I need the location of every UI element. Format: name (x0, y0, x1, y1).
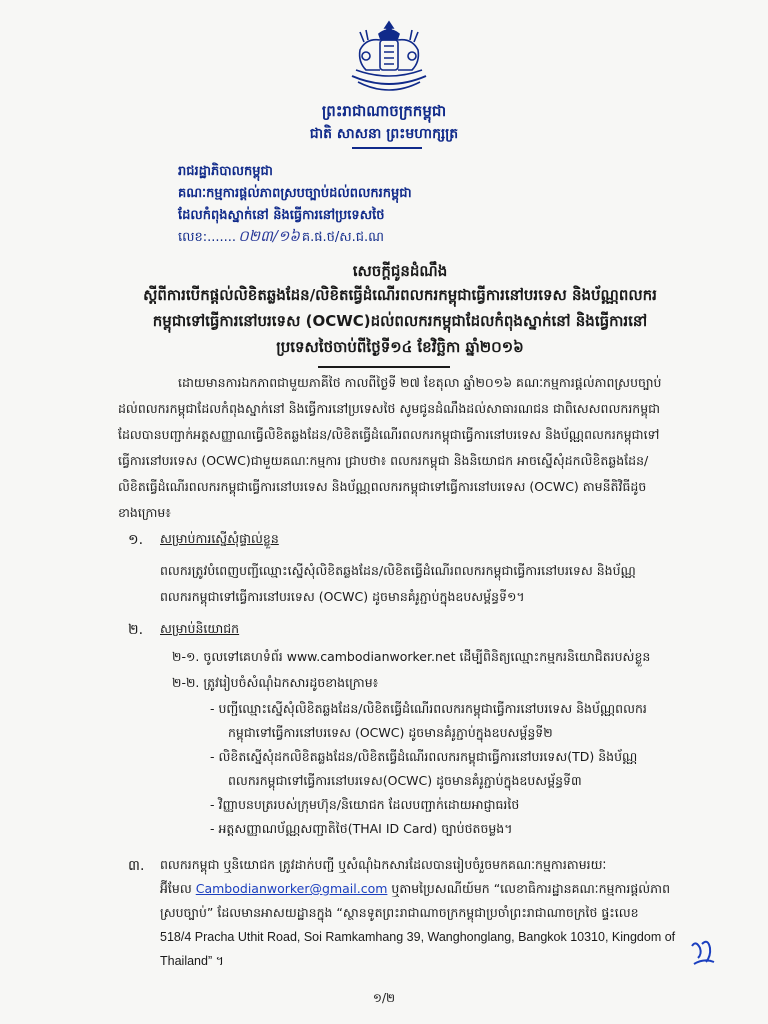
section-1-line1: ពលករត្រូវបំពេញបញ្ជីឈ្មោះស្នើសុំលិខិតឆ្លងដែន/លិខិតធ្វើដំណើរពលករកម្ពុជាធ្វើការនៅបរទេស និងប័ណ្ណ (160, 563, 636, 578)
committee-name-line2: ដែលកំពុងស្នាក់នៅ និងធ្វើការនៅប្រទេសថៃ (178, 208, 385, 223)
section-2-1 (172, 644, 650, 670)
section-1-heading: សម្រាប់ការស្នើសុំផ្ទាល់ខ្លួន (160, 531, 279, 546)
section-3-line1: ពលករកម្ពុជា ឬនិយោជក ត្រូវដាក់បញ្ជី ឬសំណុំឯកសារដែលបានរៀបចំរួចមកគណៈកម្មការតាមរយៈ (160, 857, 607, 872)
section-3-line3: ស្របច្បាប់” ដែលមានអាសយដ្ឋានក្នុង “ស្ថានទូតព្រះរាជាណាចក្រកម្ពុជាប្រចាំព្រះរាជាណាចក្រថៃ ផ្ទះលេខ (160, 905, 639, 920)
intro-line6: ខាងក្រោម៖ (118, 505, 171, 520)
intro-line4: ធ្វើការនៅបរទេស (OCWC)ជាមួយគណៈកម្មការ ជ្រាបថា៖ ពលករកម្ពុជា និងនិយោជក អាចស្នើសុំដកលិខិតឆ្លងដែន/ (118, 453, 649, 468)
kingdom-motto: ជាតិ សាសនា ព្រះមហាក្សត្រ (309, 126, 459, 142)
reference-suffix: គ.ផ.ថ/ស.ជ.ណ (301, 230, 385, 245)
section-2-number: ២. (128, 622, 144, 638)
notice-subject-line1: ស្តីពីការបើកផ្តល់លិខិតឆ្លងដែន/លិខិតធ្វើដំណើរពលករកម្ពុជាធ្វើការនៅបរទេស និងប័ណ្ណពលករ (143, 286, 657, 304)
intro-line5: លិខិតធ្វើដំណើរពលករកម្ពុជាធ្វើការនៅបរទេស និងប័ណ្ណពលករកម្ពុជាទៅធ្វើការនៅបរទេស (OCWC) តាមនីតិវិធីដូច (118, 479, 647, 494)
page-number: ១/២ (372, 991, 396, 1005)
intro-line1: ដោយមានការឯកភាពជាមួយភាគីថៃ កាលពីថ្ងៃទី ២៧ ខែតុលា ឆ្នាំ២០១៦ គណៈកម្មការផ្តល់ភាពស្របច្បាប់ (178, 375, 662, 390)
initials-signature-icon (686, 936, 720, 970)
intro-line3: ដែលបានបញ្ជាក់អត្តសញ្ញាណធ្វើលិខិតឆ្លងដែន/លិខិតធ្វើដំណើរពលករកម្ពុជាធ្វើការនៅបរទេស និងប័ណ្ណពលករកម្ពុជាទៅ (118, 427, 660, 442)
notice-title: សេចក្តីជូនដំណឹង (352, 262, 448, 280)
section-3-email-prefix: អ៊ីមែល (160, 881, 192, 896)
section-1-number: ១. (128, 532, 144, 548)
bullet-2-line2: ពលករកម្ពុជាទៅធ្វើការនៅបរទេស(OCWC) ដូចមានគំរូភ្ជាប់ក្នុងឧបសម្ព័ន្ធទី៣ (228, 773, 582, 788)
reference-prefix: លេខ:....... (178, 230, 237, 245)
government-name: រាជរដ្ឋាភិបាលកម្ពុជា (178, 164, 273, 179)
reference-number (178, 227, 384, 249)
title-divider (318, 366, 450, 368)
section-3-address: 518/4 Pracha Uthit Road, Soi Ramkamhang 39, Wanghonglang, Bangkok 10310, Kingdom of (160, 930, 676, 944)
section-2-2: ២-២. ត្រូវរៀបចំសំណុំឯកសារដូចខាងក្រោម៖ (172, 675, 379, 690)
section-2-1-prefix: ២-១. ចូលទៅគេហទំព័រ (172, 649, 283, 664)
motto-divider (352, 147, 422, 149)
royal-emblem-icon (346, 18, 432, 100)
reference-handwritten: ០២៣/១៦ (238, 227, 300, 245)
section-2-heading: សម្រាប់និយោជក (160, 621, 240, 636)
bullet-3: - វិញ្ញាបនបត្ររបស់ក្រុមហ៊ុន/និយោជក ដែលបញ្ជាក់ដោយអាជ្ញាធរថៃ (210, 797, 520, 812)
committee-name: គណៈកម្មការផ្តល់ភាពស្របច្បាប់ដល់ពលករកម្ពុជា (178, 186, 412, 201)
website-link[interactable]: www.cambodianworker.net (286, 649, 456, 664)
bullet-2-line1: - លិខិតស្នើសុំដកលិខិតឆ្លងដែន/លិខិតធ្វើដំណើរពលករកម្ពុជាធ្វើការនៅបរទេស(TD) និងប័ណ្ណ (210, 749, 638, 764)
section-2-1-suffix: ដើម្បីពិនិត្យឈ្មោះកម្មករនិយោជិតរបស់ខ្លួន (459, 649, 651, 664)
section-1-line2: ពលករកម្ពុជាទៅធ្វើការនៅបរទេស (OCWC) ដូចមានគំរូភ្ជាប់ក្នុងឧបសម្ព័ន្ធទី១។ (160, 589, 525, 604)
email-link[interactable]: Cambodianworker@gmail.com (195, 881, 388, 896)
intro-line2: ដល់ពលករកម្ពុជាដែលកំពុងស្នាក់នៅ និងធ្វើការនៅប្រទេសថៃ សូមជូនដំណឹងដល់សាធារណជន ជាពិសេសពលករកម្ពុជា (118, 401, 661, 416)
bullet-4: - អត្តសញ្ញាណប័ណ្ណសញ្ជាតិថៃ(THAI ID Card) ច្បាប់ថតចម្លង។ (210, 821, 513, 836)
notice-subject-line2: កម្ពុជាទៅធ្វើការនៅបរទេស (OCWC)ដល់ពលករកម្ពុជាដែលកំពុងស្នាក់នៅ និងធ្វើការនៅ (152, 312, 648, 330)
section-3-number: ៣. (128, 858, 145, 874)
section-3-country: Thailand” ។ (160, 954, 224, 968)
bullet-1-line2: កម្ពុជាទៅធ្វើការនៅបរទេស (OCWC) ដូចមានគំរូភ្ជាប់ក្នុងឧបសម្ព័ន្ធទី២ (228, 725, 553, 740)
notice-subject-line3: ប្រទេសថៃចាប់ពីថ្ងៃទី១៤ ខែវិច្ឆិកា ឆ្នាំ២០១៦ (276, 338, 524, 356)
bullet-1-line1: - បញ្ជីឈ្មោះស្នើសុំលិខិតឆ្លងដែន/លិខិតធ្វើដំណើរពលករកម្ពុជាធ្វើការនៅបរទេស និងប័ណ្ណពលករ (210, 701, 647, 716)
section-3-line2 (160, 876, 670, 902)
kingdom-title: ព្រះរាជាណាចក្រកម្ពុជា (321, 102, 447, 120)
section-3-email-suffix: ឬតាមប្រៃសណីយ៍មក “លេខាធិការដ្ឋានគណៈកម្មការផ្តល់ភាព (391, 881, 670, 896)
